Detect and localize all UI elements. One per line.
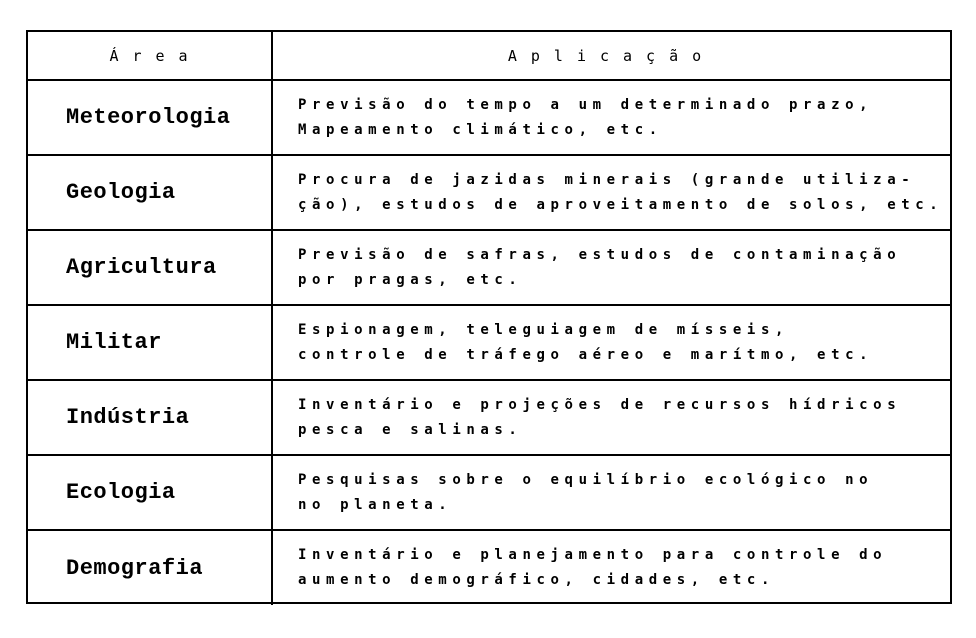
- application-line: por pragas, etc.: [298, 271, 523, 288]
- application-cell: [272, 155, 950, 230]
- application-line: aumento demográfico, cidades, etc.: [298, 572, 775, 588]
- application-line: Espionagem, teleguiagem de mísseis,: [298, 321, 790, 338]
- application-line: Inventário e planejamento para controle do: [298, 547, 888, 563]
- application-line: Previsão do tempo a um determinado prazo,: [298, 96, 874, 113]
- table-row: [28, 80, 950, 155]
- application-line: ção), estudos de aproveitamento de solos, etc.: [298, 196, 944, 213]
- header-application: Aplicação: [272, 32, 950, 80]
- area-cell: Meteorologia: [28, 80, 272, 155]
- application-line: Previsão de safras, estudos de contaminação: [298, 246, 902, 263]
- application-line: Procura de jazidas minerais (grande utiliza-: [298, 171, 916, 188]
- application-cell: [272, 380, 950, 455]
- application-cell: [272, 530, 950, 605]
- application-line: controle de tráfego aéreo e marítmo, etc.: [298, 346, 874, 363]
- application-line: Pesquisas sobre o equilíbrio ecológico no: [298, 471, 874, 488]
- table-row: [28, 380, 950, 455]
- application-line: Mapeamento climático, etc.: [298, 121, 663, 138]
- application-cell: [272, 455, 950, 530]
- application-cell: [272, 230, 950, 305]
- table-row: [28, 230, 950, 305]
- area-cell: Militar: [28, 305, 272, 380]
- application-cell: [272, 80, 950, 155]
- table-row: [28, 455, 950, 530]
- area-cell: Geologia: [28, 155, 272, 230]
- area-cell: Indústria: [28, 380, 272, 455]
- applications-table-frame: [26, 30, 952, 604]
- application-line: no planeta.: [298, 496, 453, 513]
- applications-table: [28, 32, 950, 605]
- table-header-row: [28, 32, 950, 80]
- application-cell: [272, 305, 950, 380]
- table-row: [28, 530, 950, 605]
- area-cell: Demografia: [28, 530, 272, 605]
- area-cell: Agricultura: [28, 230, 272, 305]
- header-area: Área: [28, 32, 272, 80]
- application-line: pesca e salinas.: [298, 421, 523, 438]
- table-row: [28, 305, 950, 380]
- application-line: Inventário e projeções de recursos hídricos: [298, 396, 902, 413]
- table-row: [28, 155, 950, 230]
- area-cell: Ecologia: [28, 455, 272, 530]
